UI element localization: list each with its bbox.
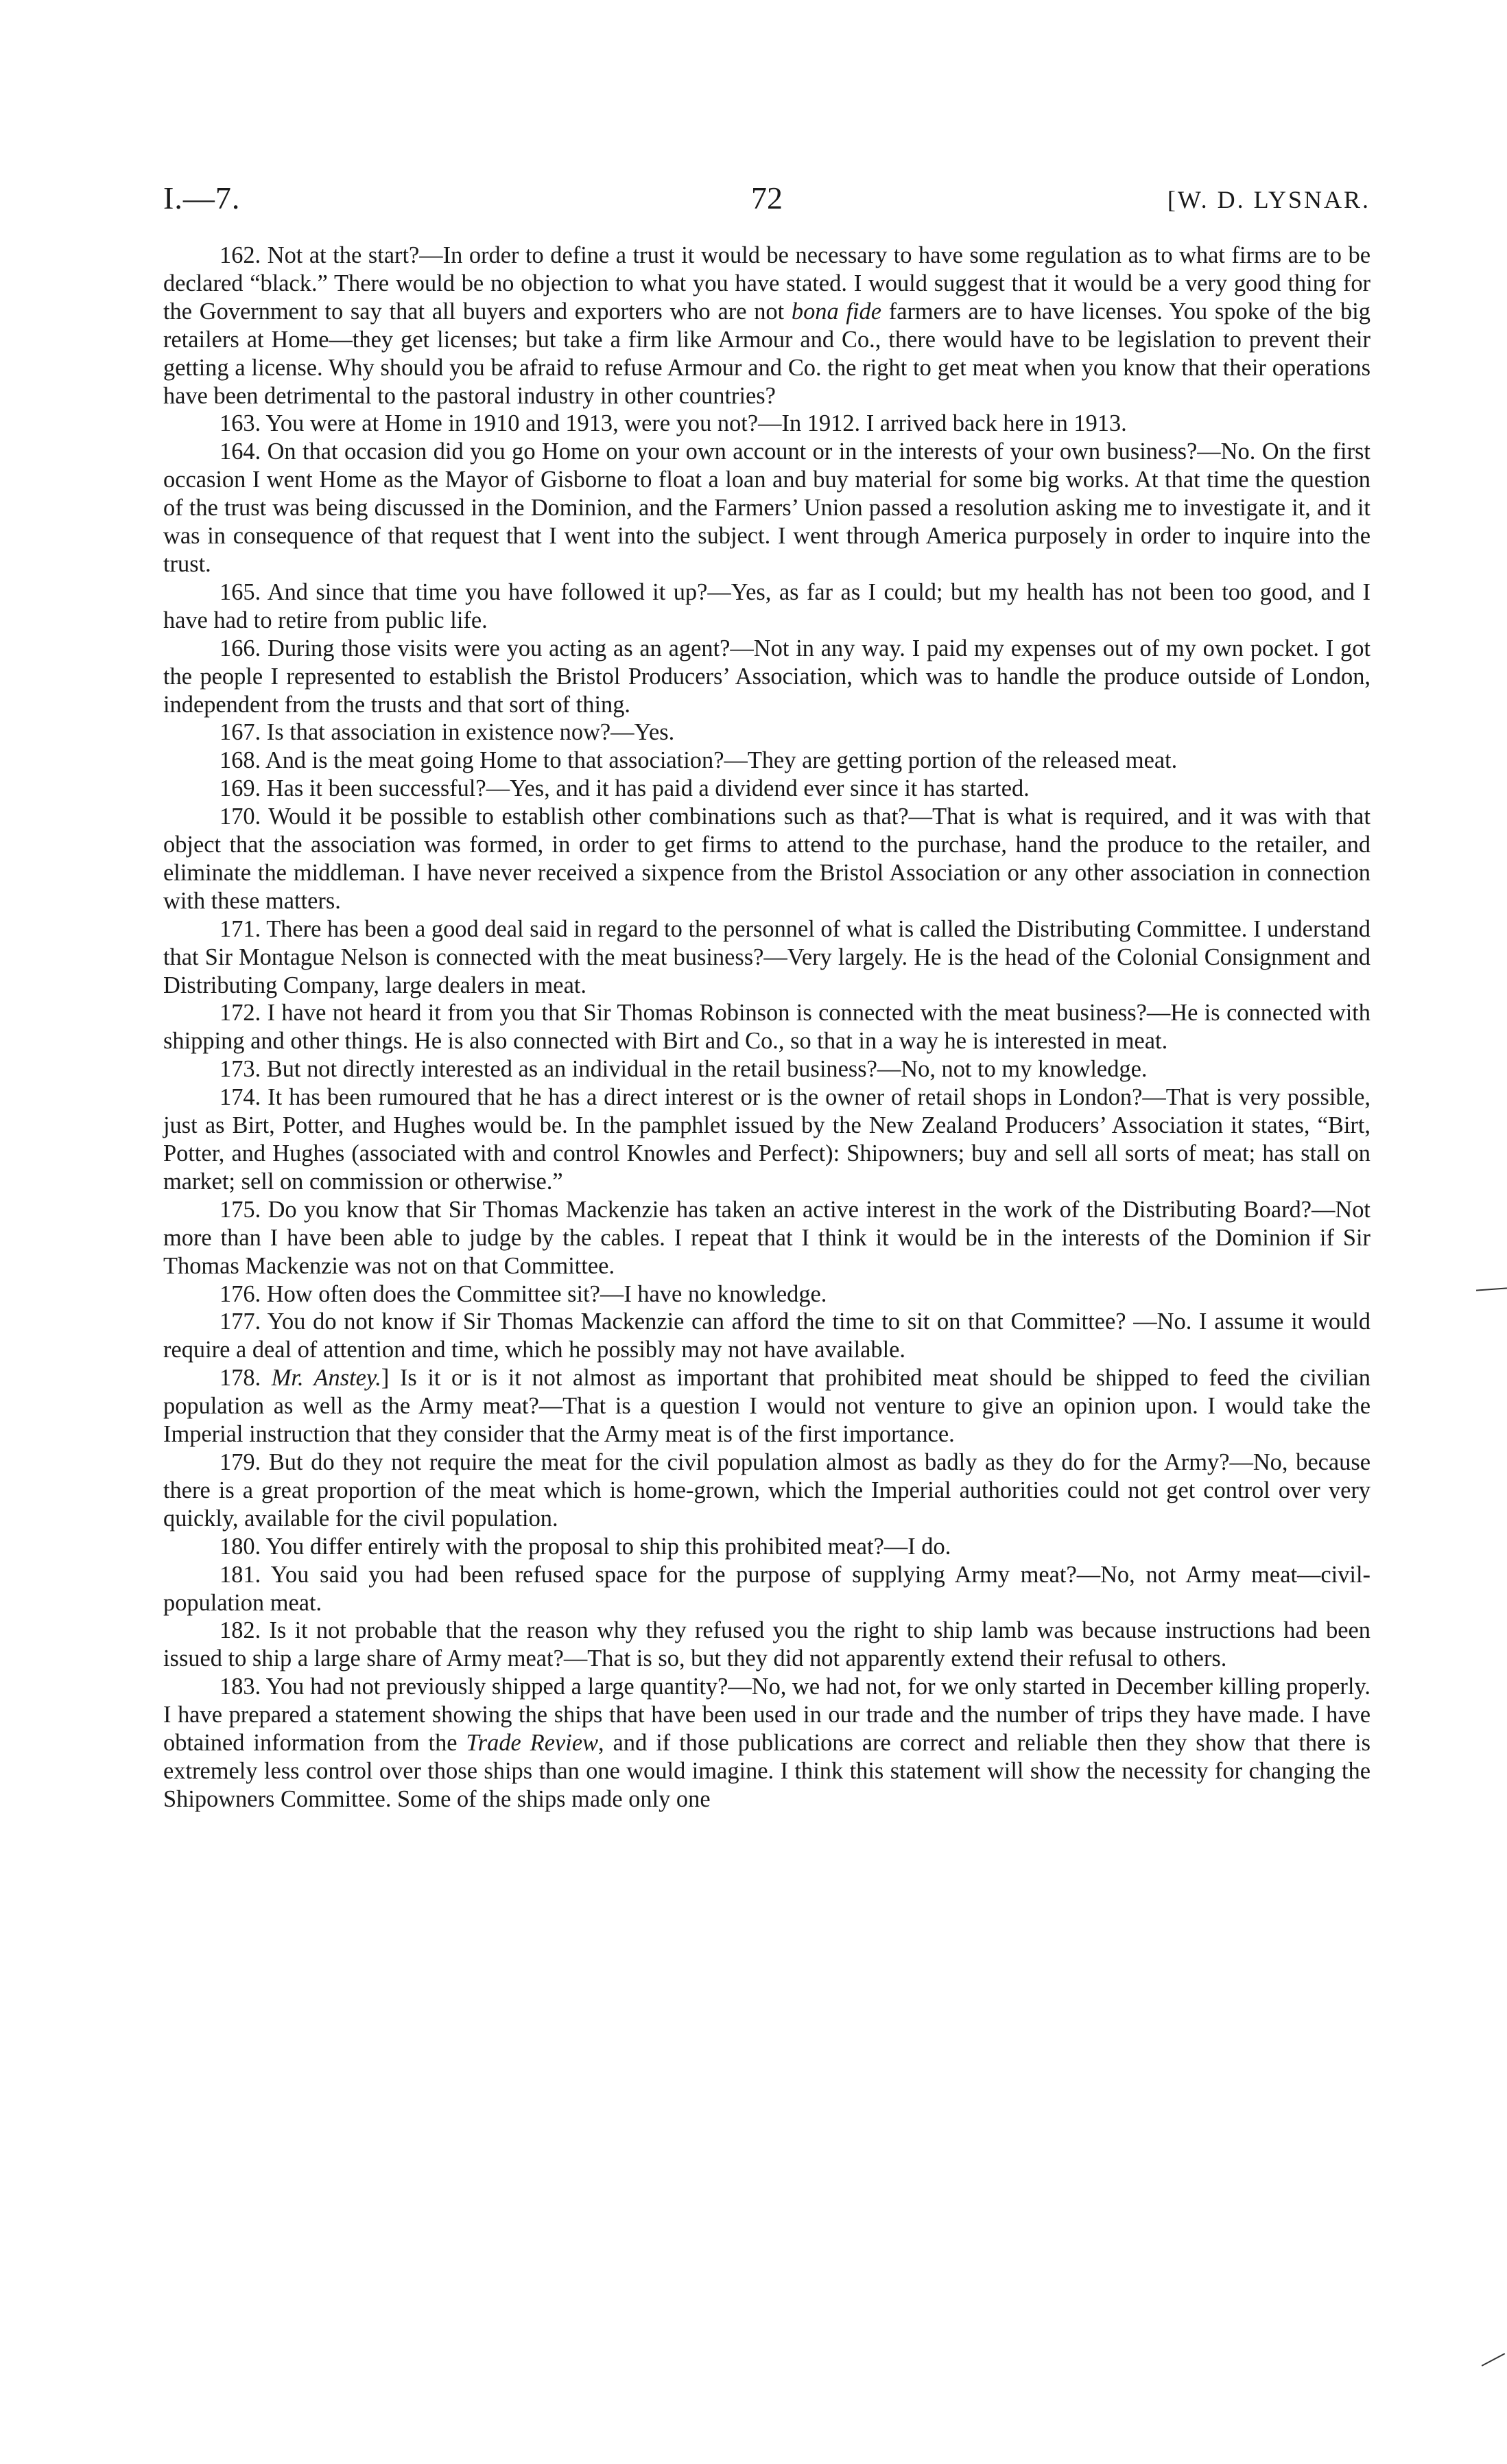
- paragraph-172: 172. I have not heard it from you that Sir Thomas Robinson is connected with the meat business?—He is connected with shipping and other things. He is also connected with Birt and Co., so that in a way he is interested in meat.: [163, 1000, 1370, 1055]
- margin-mark-bottom: [1482, 2353, 1505, 2367]
- paragraph-173: 173. But not directly interested as an individual in the retail business?—No, not to my knowledge.: [219, 1056, 1148, 1083]
- paragraph-163: 163. You were at Home in 1910 and 1913, were you not?—In 1912. I arrived back here in 1913.: [219, 410, 1127, 437]
- paragraph-164: 164. On that occasion did you go Home on your own account or in the interests of your own business?—No. On the first occasion I went Home as the Mayor of Gisborne to float a loan and buy material for some big works. At that time the question of the trust was being discussed in the Dominion, and the Farmers’ Union passed a resolution asking me to investigate it, and it was in consequence of that request that I went into the subject. I went through America purposely in order to inquire into the trust.: [163, 438, 1370, 577]
- paragraph-162: 162. Not at the start?—In order to define a trust it would be necessary to have some regulation as to what firms are to be declared “black.” There would be no objection to what you have stated. I would suggest that it would be a very good thing for the Government to say that all buyers and exporters who are not bona fide farmers are to have licenses. You spoke of the big retailers at Home—they get licenses; but take a firm like Armour and Co., there would have to be legislation to prevent their getting a license. Why should you be afraid to refuse Armour and Co. the right to get meat when you know that their operations have been detrimental to the pastoral industry in other countries?: [163, 242, 1370, 409]
- paragraph-180: 180. You differ entirely with the proposal to ship this prohibited meat?—I do.: [219, 1533, 951, 1560]
- paragraph-182: 182. Is it not probable that the reason why they refused you the right to ship lamb was because instructions had been issued to ship a large share of Army meat?—That is so, but they did not apparently extend their refusal to others.: [163, 1617, 1370, 1672]
- paragraph-175: 175. Do you know that Sir Thomas Mackenzie has taken an active interest in the work of the Distributing Board?—Not more than I have been able to judge by the cables. I repeat that I think it would be in the interests of the Dominion if Sir Thomas Mackenzie was not on that Committee.: [163, 1196, 1370, 1279]
- paragraph-179: 179. But do they not require the meat for the civil population almost as badly as they do for the Army?—No, because there is a great proportion of the meat which is home-grown, which the Imperial authorities could not get control over very quickly, available for the civil population.: [163, 1448, 1370, 1532]
- paragraph-169: 169. Has it been successful?—Yes, and it has paid a dividend ever since it has started.: [219, 775, 1030, 802]
- page-header: [163, 180, 1370, 221]
- paragraph-168: 168. And is the meat going Home to that association?—They are getting portion of the released meat.: [219, 747, 1178, 774]
- paragraph-167: 167. Is that association in existence now?—Yes.: [219, 719, 675, 746]
- paragraph-165: 165. And since that time you have followed it up?—Yes, as far as I could; but my health has not been too good, and I have had to retire from public life.: [163, 578, 1370, 633]
- paragraph-177: 177. You do not know if Sir Thomas Mackenzie can afford the time to sit on that Committee? —No. I assume it would require a deal of attention and time, which he possibly may not have available.: [163, 1309, 1370, 1363]
- paragraph-181: 181. You said you had been refused space for the purpose of supplying Army meat?—No, not Army meat—civil-population meat.: [163, 1561, 1370, 1616]
- witness-name: [W. D. LYSNAR.: [1167, 186, 1370, 213]
- paragraph-176: 176. How often does the Committee sit?—I have no knowledge.: [219, 1280, 827, 1307]
- body-text: [163, 242, 1370, 1814]
- paper-reference: I.—7.: [163, 180, 241, 215]
- paragraph-166: 166. During those visits were you acting as an agent?—Not in any way. I paid my expenses out of my own pocket. I got the people I represented to establish the Bristol Producers’ Association, which was to handle the produce outside of London, independent from the trusts and that sort of thing.: [163, 635, 1370, 718]
- paragraph-174: 174. It has been rumoured that he has a direct interest or is the owner of retail shops in London?—That is very possible, just as Birt, Potter, and Hughes would be. In the pamphlet issued by the New Zealand Producers’ Association it states, “Birt, Potter, and Hughes (associated with and control Knowles and Perfect): Shipowners; buy and sell all sorts of meat; has stall on market; sell on commission or otherwise.”: [163, 1084, 1370, 1195]
- paragraph-183: 183. You had not previously shipped a large quantity?—No, we had not, for we only started in December killing properly. I have prepared a statement showing the ships that have been used in our trade and the number of trips they have made. I have obtained information from the Trade Review, and if those publications are correct and reliable then they show that there is extremely less control over those ships than one would imagine. I think this statement will show the necessity for changing the Shipowners Committee. Some of the ships made only one: [163, 1674, 1370, 1812]
- page-number: 72: [751, 180, 783, 215]
- paragraph-178: 178. Mr. Anstey.] Is it or is it not almost as important that prohibited meat should be shipped to feed the civilian population as well as the Army meat?—That is a question I would not venture to give an opinion upon. I would take the Imperial instruction that they consider that the Army meat is of the first importance.: [163, 1365, 1371, 1448]
- margin-mark-right: [1476, 1287, 1507, 1291]
- paragraph-171: 171. There has been a good deal said in regard to the personnel of what is called the Distributing Committee. I understand that Sir Montague Nelson is connected with the meat business?—Very largely. He is the head of the Colonial Consignment and Distributing Company, large dealers in meat.: [163, 915, 1370, 998]
- paragraph-170: 170. Would it be possible to establish other combinations such as that?—That is what is required, and it was with that object that the association was formed, in order to get firms to attend to the purchase, hand the produce to the retailer, and eliminate the middleman. I have never received a sixpence from the Bristol Association or any other association in connection with these matters.: [163, 803, 1370, 914]
